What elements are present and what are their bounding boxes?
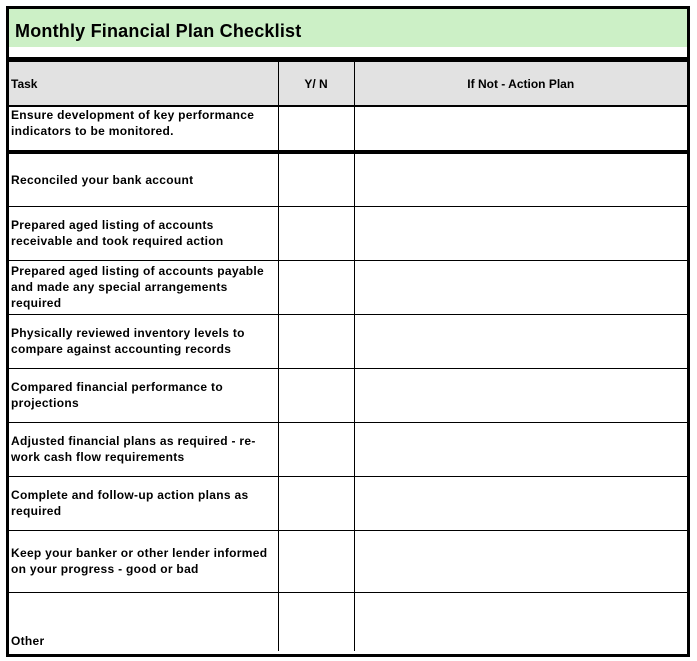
header-row: [9, 62, 687, 106]
task-cell: Prepared aged listing of accounts receivable and took required action: [9, 206, 278, 260]
table-row: [9, 152, 687, 206]
table-row: [9, 206, 687, 260]
yn-cell[interactable]: [278, 206, 354, 260]
task-cell: Complete and follow-up action plans as required: [9, 476, 278, 530]
title-bar: [9, 9, 687, 51]
column-header-action-plan: If Not - Action Plan: [354, 62, 687, 106]
table-row: [9, 260, 687, 314]
checklist-table: [9, 62, 687, 651]
yn-cell[interactable]: [278, 106, 354, 152]
checklist-sheet: [6, 6, 690, 657]
action-plan-cell[interactable]: [354, 106, 687, 152]
table-row: [9, 530, 687, 592]
action-plan-cell[interactable]: [354, 314, 687, 368]
column-header-task: Task: [9, 62, 278, 106]
task-cell: Other: [9, 592, 278, 651]
task-cell: Compared financial performance to projections: [9, 368, 278, 422]
task-cell: Prepared aged listing of accounts payable and made any special arrangements required: [9, 260, 278, 314]
task-cell: Ensure development of key performance indicators to be monitored.: [9, 106, 278, 152]
action-plan-cell[interactable]: [354, 530, 687, 592]
action-plan-cell[interactable]: [354, 422, 687, 476]
yn-cell[interactable]: [278, 368, 354, 422]
action-plan-cell[interactable]: [354, 592, 687, 651]
action-plan-cell[interactable]: [354, 476, 687, 530]
yn-cell[interactable]: [278, 152, 354, 206]
action-plan-cell[interactable]: [354, 206, 687, 260]
action-plan-cell[interactable]: [354, 152, 687, 206]
task-cell: Physically reviewed inventory levels to compare against accounting records: [9, 314, 278, 368]
table-row: [9, 314, 687, 368]
yn-cell[interactable]: [278, 422, 354, 476]
yn-cell[interactable]: [278, 314, 354, 368]
yn-cell[interactable]: [278, 530, 354, 592]
table-row: [9, 592, 687, 651]
page-title: Monthly Financial Plan Checklist: [15, 21, 302, 41]
action-plan-cell[interactable]: [354, 260, 687, 314]
table-row: [9, 368, 687, 422]
column-header-yn: Y/ N: [278, 62, 354, 106]
table-row: [9, 106, 687, 152]
task-cell: Reconciled your bank account: [9, 152, 278, 206]
yn-cell[interactable]: [278, 592, 354, 651]
yn-cell[interactable]: [278, 476, 354, 530]
task-cell: Adjusted financial plans as required - re-work cash flow requirements: [9, 422, 278, 476]
table-row: [9, 476, 687, 530]
action-plan-cell[interactable]: [354, 368, 687, 422]
task-cell: Keep your banker or other lender informed on your progress - good or bad: [9, 530, 278, 592]
yn-cell[interactable]: [278, 260, 354, 314]
table-row: [9, 422, 687, 476]
